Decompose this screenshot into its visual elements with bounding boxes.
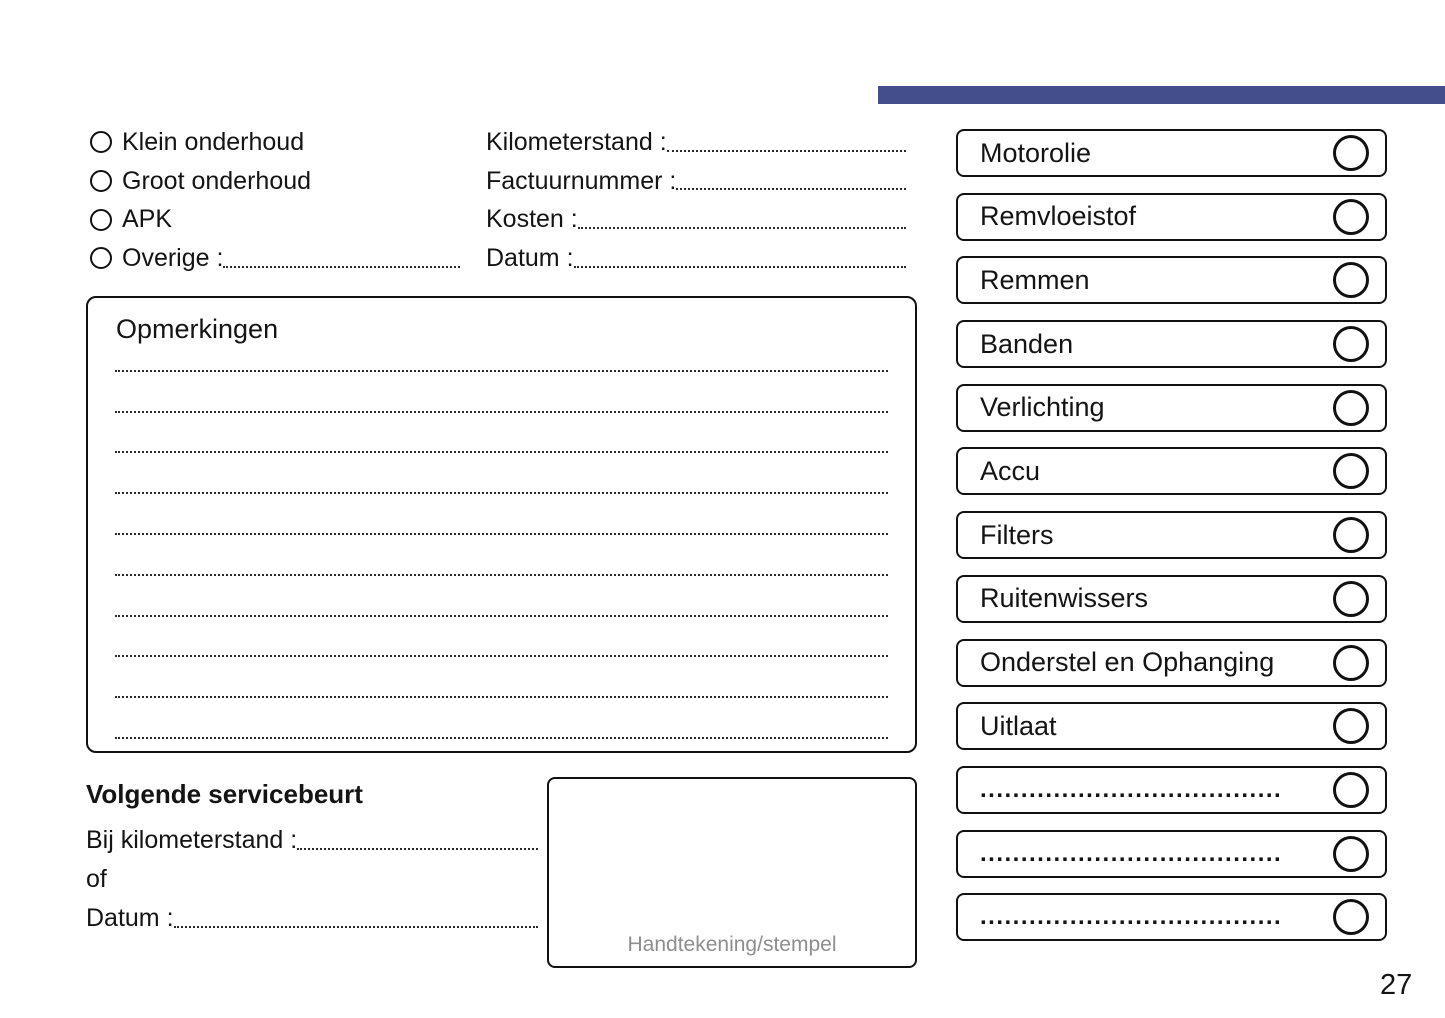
remarks-lines [115,331,888,739]
checklist-item-filters [956,511,1387,559]
check-circle-icon[interactable] [1333,581,1369,617]
field-of [86,860,538,899]
option-overige [90,239,460,278]
checklist-item-label: Verlichting [980,392,1105,423]
checklist-item-label: Accu [980,455,1041,486]
option-label: Groot onderhoud [122,166,312,195]
remarks-line [115,494,888,535]
radio-icon[interactable] [90,170,112,192]
checklist-item-label: ..................................... [980,839,1283,867]
option-apk [90,200,460,239]
checklist-item-label: Onderstel en Ophanging [980,647,1275,677]
check-circle-icon[interactable] [1333,708,1369,744]
checklist-item-blank-2 [956,830,1387,878]
checklist-item-label: Filters [980,519,1054,550]
check-circle-icon[interactable] [1333,899,1369,935]
option-label: Klein onderhoud [122,127,305,156]
checklist-item-uitlaat [956,702,1387,750]
field-label: Kosten : [486,205,578,234]
radio-icon[interactable] [90,247,112,269]
service-type-options [90,123,460,278]
field-bij-kilometerstand [86,821,538,860]
checklist-item-label: ..................................... [980,903,1283,931]
remarks-line [115,413,888,454]
checklist-item-label: Remmen [980,264,1090,295]
option-klein-onderhoud [90,123,460,162]
dotted-input-line [574,266,906,268]
remarks-line [115,453,888,494]
checklist-item-accu [956,447,1387,495]
field-label: Bij kilometerstand : [86,826,298,854]
checklist-item-remvloeistof [956,193,1387,241]
dotted-input-line [297,848,538,850]
field-datum [486,239,906,278]
checklist-item-ruitenwissers [956,575,1387,623]
field-label: Factuurnummer : [486,166,677,195]
checklist-item-onderstel-en-ophanging [956,639,1387,687]
check-circle-icon[interactable] [1333,836,1369,872]
dotted-input-line [676,188,906,190]
check-circle-icon[interactable] [1333,517,1369,553]
dotted-input-line [174,926,538,928]
remarks-line [115,576,888,617]
radio-icon[interactable] [90,131,112,153]
dotted-input-line [667,150,906,152]
next-service-section [86,779,538,938]
check-circle-icon[interactable] [1333,262,1369,298]
next-service-title: Volgende servicebeurt [86,779,363,809]
check-circle-icon[interactable] [1333,326,1369,362]
field-label: Datum : [86,904,174,932]
field-label: of [86,865,107,893]
remarks-box [86,296,917,753]
checklist-item-label: Ruitenwissers [980,583,1149,614]
check-circle-icon[interactable] [1333,645,1369,681]
checklist [956,129,1387,957]
check-circle-icon[interactable] [1333,390,1369,426]
service-detail-fields [486,123,906,278]
radio-icon[interactable] [90,209,112,231]
field-kosten [486,200,906,239]
remarks-title: Opmerkingen [116,314,279,344]
check-circle-icon[interactable] [1333,199,1369,235]
checklist-item-remmen [956,256,1387,304]
checklist-item-label: Banden [980,328,1074,359]
checklist-item-label: Uitlaat [980,710,1057,741]
check-circle-icon[interactable] [1333,135,1369,171]
page-number: 27 [1380,969,1413,1001]
dotted-input-line [578,227,906,229]
checklist-item-banden [956,320,1387,368]
checklist-item-blank-3 [956,893,1387,941]
remarks-line [115,372,888,413]
field-factuurnummer [486,162,906,201]
check-circle-icon[interactable] [1333,772,1369,808]
checklist-item-blank-1 [956,766,1387,814]
remarks-line [115,331,888,372]
remarks-line [115,535,888,576]
signature-label: Handtekening/stempel [627,933,837,956]
option-label: Overige : [122,243,224,272]
check-circle-icon[interactable] [1333,453,1369,489]
field-next-datum [86,899,538,938]
field-label: Kilometerstand : [486,127,667,156]
remarks-line [115,617,888,658]
accent-bar [878,86,1445,104]
option-groot-onderhoud [90,162,460,201]
remarks-line [115,657,888,698]
checklist-item-label: ..................................... [980,775,1283,803]
signature-box [547,777,917,968]
checklist-item-label: Motorolie [980,137,1092,168]
checklist-item-verlichting [956,384,1387,432]
field-label: Datum : [486,243,574,272]
checklist-item-label: Remvloeistof [980,201,1137,232]
checklist-item-motorolie [956,129,1387,177]
dotted-input-line [223,266,460,268]
field-kilometerstand [486,123,906,162]
option-label: APK [122,205,173,234]
remarks-line [115,698,888,739]
